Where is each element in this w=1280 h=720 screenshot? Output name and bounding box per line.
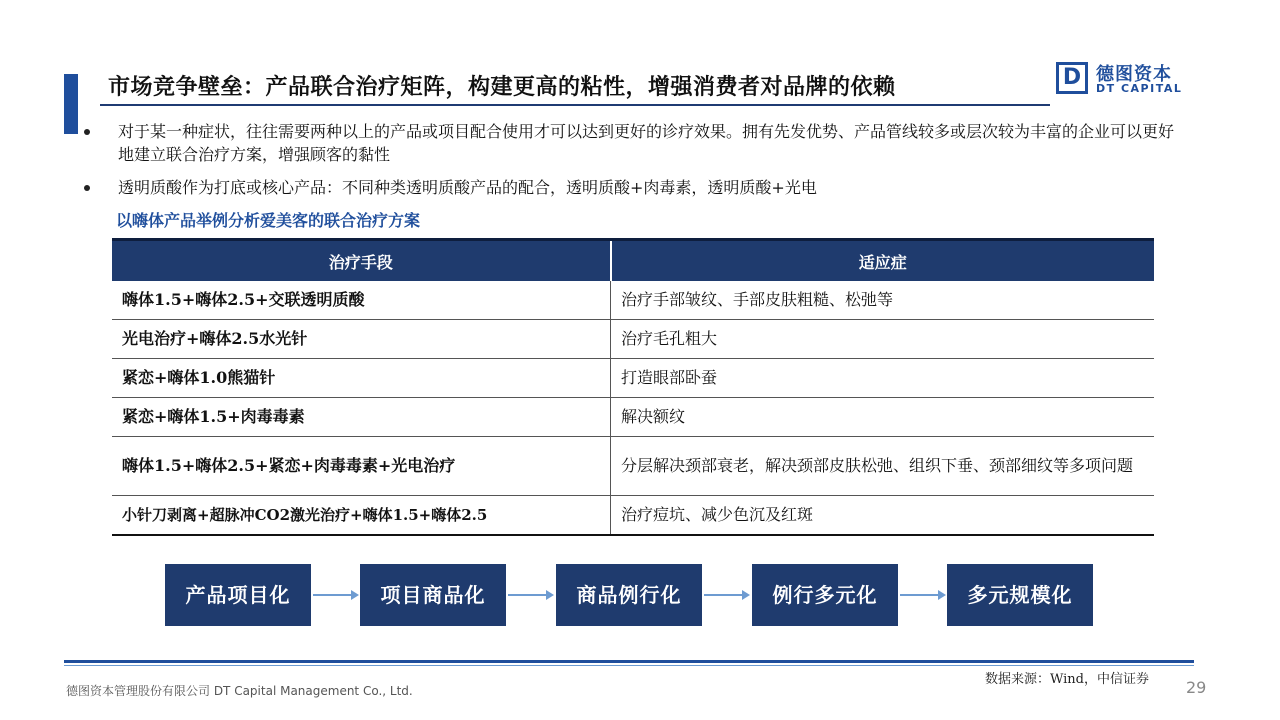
- page-title: 市场竞争壁垒：产品联合治疗矩阵，构建更高的粘性，增强消费者对品牌的依赖: [108, 74, 896, 100]
- arrow-right-icon: [900, 594, 944, 596]
- footer-divider-thin: [64, 665, 1194, 666]
- arrow-right-icon: [704, 594, 748, 596]
- bullet-text: 透明质酸作为打底或核心产品：不同种类透明质酸产品的配合，透明质酸+肉毒素，透明质酸+光电: [118, 178, 817, 197]
- title-accent-bar: [64, 74, 78, 134]
- arrow-right-icon: [313, 594, 357, 596]
- cell-treatment: 嗨体1.5+嗨体2.5+紧恋+肉毒毒素+光电治疗: [112, 437, 611, 496]
- logo-name-cn: 德图资本: [1096, 64, 1172, 85]
- logo-mark-icon: D: [1056, 62, 1088, 94]
- table-row: [112, 281, 1154, 320]
- header-indication: 适应症: [611, 240, 1155, 282]
- bullet-item: [84, 176, 1174, 199]
- arrow-right-icon: [508, 594, 552, 596]
- cell-treatment: 光电治疗+嗨体2.5水光针: [112, 320, 611, 359]
- cell-indication: 解决额纹: [611, 398, 1155, 437]
- data-source: 数据来源：Wind，中信证券: [985, 672, 1149, 687]
- table-header-row: [112, 240, 1154, 282]
- table-subheading: 以嗨体产品举例分析爱美客的联合治疗方案: [116, 211, 421, 230]
- strategy-flow: [165, 564, 1095, 626]
- flow-step: 产品项目化: [165, 564, 311, 626]
- cell-indication: 分层解决颈部衰老，解决颈部皮肤松弛、组织下垂、颈部细纹等多项问题: [611, 437, 1155, 496]
- company-footer: 德图资本管理股份有限公司 DT Capital Management Co., Ltd.: [66, 684, 413, 698]
- table-row: [112, 359, 1154, 398]
- table-row: [112, 437, 1154, 496]
- page-number: 29: [1186, 678, 1207, 697]
- bullet-dot-icon: [84, 129, 90, 135]
- table-row: [112, 496, 1154, 536]
- flow-step: 商品例行化: [556, 564, 702, 626]
- title-underline: [100, 104, 1050, 106]
- treatment-table: [112, 238, 1154, 536]
- table-row: [112, 320, 1154, 359]
- flow-step: 多元规模化: [947, 564, 1093, 626]
- cell-treatment: 紧恋+嗨体1.5+肉毒毒素: [112, 398, 611, 437]
- bullet-dot-icon: [84, 185, 90, 191]
- cell-indication: 治疗痘坑、减少色沉及红斑: [611, 496, 1155, 536]
- bullet-list: [84, 120, 1174, 209]
- cell-indication: 治疗手部皱纹、手部皮肤粗糙、松弛等: [611, 281, 1155, 320]
- cell-treatment: 紧恋+嗨体1.0熊猫针: [112, 359, 611, 398]
- flow-step: 例行多元化: [752, 564, 898, 626]
- cell-indication: 治疗毛孔粗大: [611, 320, 1155, 359]
- flow-step: 项目商品化: [360, 564, 506, 626]
- company-logo: [1056, 60, 1226, 100]
- bullet-text: 对于某一种症状，往往需要两种以上的产品或项目配合使用才可以达到更好的诊疗效果。拥有先发优势、产品管线较多或层次较为丰富的企业可以更好地建立联合治疗方案，增强顾客的黏性: [118, 122, 1175, 164]
- cell-treatment: 小针刀剥离+超脉冲CO2激光治疗+嗨体1.5+嗨体2.5: [112, 496, 611, 536]
- cell-indication: 打造眼部卧蚕: [611, 359, 1155, 398]
- table-row: [112, 398, 1154, 437]
- header-treatment: 治疗手段: [112, 240, 611, 282]
- bullet-item: [84, 120, 1174, 166]
- footer-divider: [64, 660, 1194, 663]
- cell-treatment: 嗨体1.5+嗨体2.5+交联透明质酸: [112, 281, 611, 320]
- logo-name-en: DT CAPITAL: [1096, 82, 1183, 95]
